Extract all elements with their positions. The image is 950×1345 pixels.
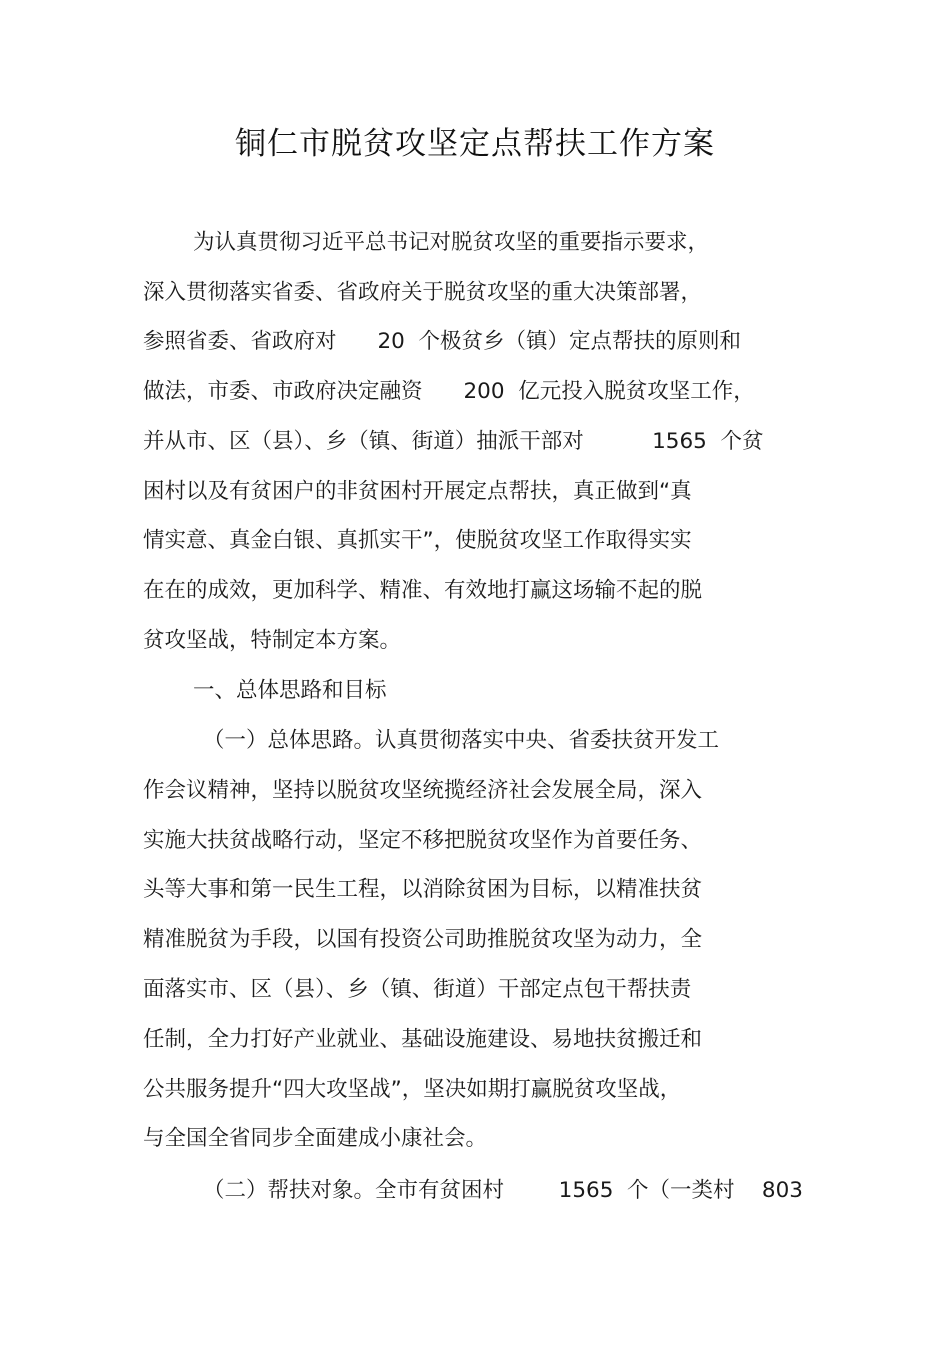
paragraph-line: （一）总体思路。认真贯彻落实中央、省委扶贫开发工 [203, 728, 720, 753]
paragraph-line: 作会议精神，坚持以脱贫攻坚统揽经济社会发展全局，深入 [143, 778, 703, 803]
paragraph-line: 精准脱贫为手段，以国有投资公司助推脱贫攻坚为动力，全 [143, 927, 703, 952]
paragraph-line: 情实意、真金白银、真抓实干”，使脱贫攻坚工作取得实实 [143, 528, 692, 553]
paragraph-line: 任制，全力打好产业就业、基础设施建设、易地扶贫搬迁和 [143, 1027, 703, 1052]
paragraph-line: 公共服务提升“四大攻坚战”，坚决如期打赢脱贫攻坚战， [143, 1077, 682, 1102]
paragraph-line: 做法，市委、市政府决定融资 200 亿元投入脱贫攻坚工作， [143, 379, 755, 404]
paragraph-line: 并从市、区（县）、乡（镇、街道）抽派干部对 1565 个贫 [143, 429, 764, 454]
paragraph-line: 一、总体思路和目标 [193, 678, 387, 703]
paragraph-line: 困村以及有贫困户的非贫困村开展定点帮扶，真正做到“真 [143, 479, 692, 504]
paragraph-line: 实施大扶贫战略行动，坚定不移把脱贫攻坚作为首要任务、 [143, 828, 703, 853]
paragraph-line: 头等大事和第一民生工程，以消除贫困为目标，以精准扶贫 [143, 877, 703, 902]
paragraph-line: （二）帮扶对象。全市有贫困村 1565 个（一类村 803 [203, 1178, 803, 1203]
document-title: 铜仁市脱贫攻坚定点帮扶工作方案 [235, 126, 715, 162]
paragraph-line: 深入贯彻落实省委、省政府关于脱贫攻坚的重大决策部署， [143, 280, 703, 305]
paragraph-line: 在在的成效，更加科学、精准、有效地打赢这场输不起的脱 [143, 578, 703, 603]
paragraph-line: 贫攻坚战，特制定本方案。 [143, 628, 402, 653]
paragraph-line: 参照省委、省政府对 20 个极贫乡（镇）定点帮扶的原则和 [143, 329, 742, 354]
paragraph-line: 面落实市、区（县）、乡（镇、街道）干部定点包干帮扶责 [143, 977, 692, 1002]
paragraph-line: 为认真贯彻习近平总书记对脱贫攻坚的重要指示要求， [193, 230, 710, 255]
paragraph-line: 与全国全省同步全面建成小康社会。 [143, 1126, 488, 1151]
